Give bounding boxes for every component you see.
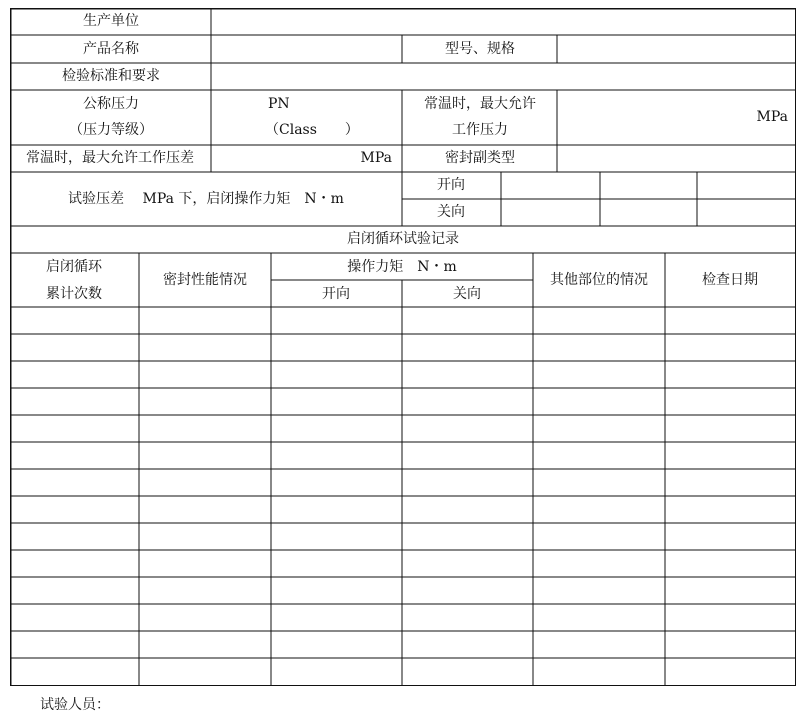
col-torque: 操作力矩 N・m [347, 259, 457, 275]
standard-label: 检验标准和要求 [62, 68, 160, 84]
tester-label: 试验人员： [40, 697, 110, 713]
test-diff-label: 试验压差 MPa 下，启闭操作力矩 N・m [68, 191, 344, 207]
product-name-label: 产品名称 [83, 41, 139, 57]
cycle-test-form [10, 8, 796, 686]
class-label: （Class ） [265, 122, 359, 138]
open-label: 开向 [437, 177, 465, 193]
close-label: 关向 [437, 204, 465, 220]
seal-type-label: 密封副类型 [445, 150, 515, 166]
col-torque-open: 开向 [322, 286, 350, 302]
col-seal: 密封性能情况 [163, 272, 247, 288]
max-diff-label: 常温时，最大允许工作压差 [26, 150, 194, 166]
mpa-unit-right: MPa [756, 109, 788, 125]
col-date: 检查日期 [702, 272, 758, 288]
pressure-class-label: （压力等级） [69, 122, 153, 138]
producer-label: 生产单位 [83, 13, 139, 29]
col-cycles-line1: 启闭循环 [46, 259, 102, 275]
mpa-unit-mid: MPa [360, 150, 392, 166]
col-cycles-line2: 累计次数 [46, 286, 102, 302]
max-pressure-label: 常温时，最大允许 [424, 96, 536, 112]
nominal-pressure-label: 公称压力 [83, 96, 139, 112]
record-title: 启闭循环试验记录 [347, 231, 459, 247]
col-other: 其他部位的情况 [550, 272, 648, 288]
pn-label: PN [268, 96, 290, 112]
model-spec-label: 型号、规格 [445, 41, 515, 57]
col-torque-close: 关向 [453, 286, 481, 302]
max-pressure-label-line2: 工作压力 [452, 122, 508, 138]
